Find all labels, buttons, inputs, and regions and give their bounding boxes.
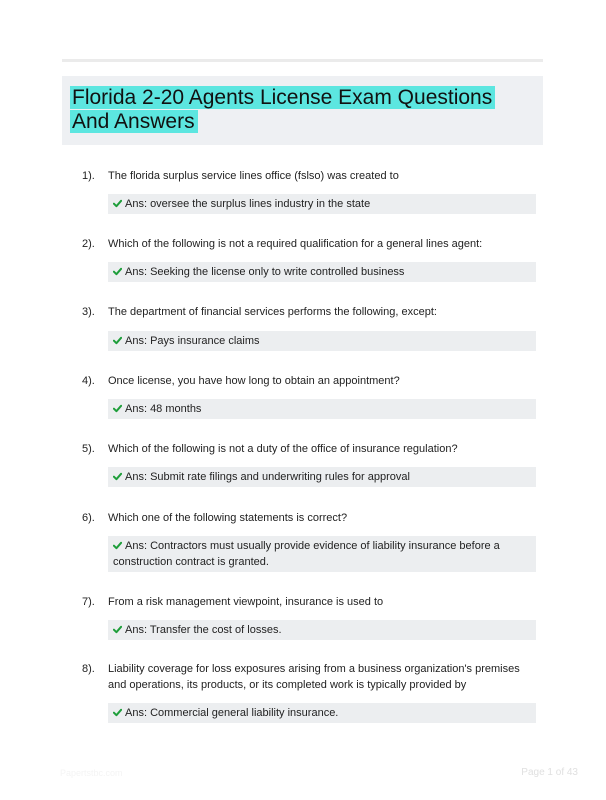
answer-box	[108, 331, 536, 351]
top-divider	[62, 59, 543, 62]
answer-text: Ans: Contractors must usually provide evidence of liability insurance before a construction contract is granted.	[113, 540, 500, 568]
check-icon	[113, 625, 122, 634]
question-text: Which of the following is not a required qualification for a general lines agent:	[108, 238, 483, 250]
question-text: From a risk management viewpoint, insurance is used to	[108, 596, 384, 608]
answer-box	[108, 620, 536, 640]
question-number: 8).	[82, 663, 95, 675]
answer-text: Ans: Submit rate filings and underwriting rules for approval	[125, 471, 410, 483]
answer-box	[108, 536, 536, 572]
question-number: 4).	[82, 375, 95, 387]
answer-text: Ans: Commercial general liability insurance.	[125, 707, 339, 719]
check-icon	[113, 199, 122, 208]
answer-box	[108, 262, 536, 282]
check-icon	[113, 541, 122, 550]
question-number: 5).	[82, 443, 95, 455]
answer-box	[108, 399, 536, 419]
question-number: 3).	[82, 306, 95, 318]
question-text: Once license, you have how long to obtain an appointment?	[108, 375, 400, 387]
answer-box	[108, 467, 536, 487]
answer-text: Ans: 48 months	[125, 403, 202, 415]
question-text: Which of the following is not a duty of the office of insurance regulation?	[108, 443, 458, 455]
check-icon	[113, 267, 122, 276]
check-icon	[113, 404, 122, 413]
question-text: Liability coverage for loss exposures arising from a business organization's premises and operations, its products, or its completed work is typically provided by	[108, 663, 520, 691]
check-icon	[113, 708, 122, 717]
answer-text: Ans: Transfer the cost of losses.	[125, 624, 282, 636]
answer-text: Ans: Pays insurance claims	[125, 335, 260, 347]
question-number: 6).	[82, 512, 95, 524]
page-indicator: Page 1 of 43	[521, 767, 578, 778]
question-text: The department of financial services performs the following, except:	[108, 306, 437, 318]
answer-text: Ans: oversee the surplus lines industry in the state	[125, 198, 371, 210]
answer-box	[108, 194, 536, 214]
question-number: 7).	[82, 596, 95, 608]
document-title	[70, 86, 530, 134]
question-number: 2).	[82, 238, 95, 250]
question-text: Which one of the following statements is correct?	[108, 512, 348, 524]
question-text: The florida surplus service lines office (fslso) was created to	[108, 170, 399, 182]
question-number: 1).	[82, 170, 95, 182]
answer-text: Ans: Seeking the license only to write controlled business	[125, 266, 405, 278]
footer-watermark: Papertstbc.com	[60, 768, 123, 778]
answer-box	[108, 703, 536, 723]
title-highlight: Florida 2-20 Agents License Exam Questions And Answers	[70, 86, 495, 133]
check-icon	[113, 472, 122, 481]
check-icon	[113, 336, 122, 345]
